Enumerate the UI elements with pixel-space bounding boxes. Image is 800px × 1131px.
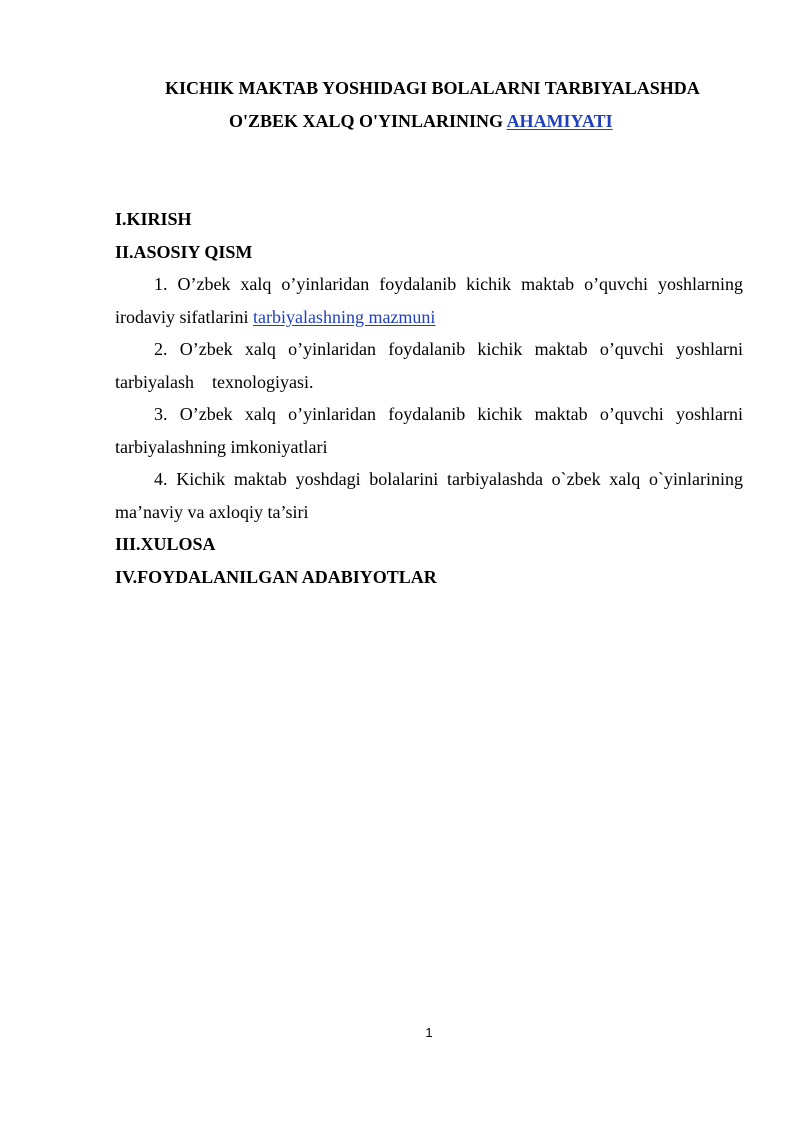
- toc-item-1-text: 1. O’zbek xalq o’yinlaridan foydalanib kichik maktab o’quvchi yoshlarning irodaviy sifatlarini: [115, 274, 743, 327]
- toc-heading-main-part: II.ASOSIY QISM: [115, 241, 253, 262]
- toc-heading-conclusion: III.XULOSA: [115, 534, 216, 554]
- page-number: 1: [425, 1025, 433, 1040]
- document-title-line-1: KICHIK MAKTAB YOSHIDAGI BOLALARNI TARBIYALASHDA: [165, 78, 700, 98]
- toc-item-4-text: 4. Kichik maktab yoshdagi bolalarini tarbiyalashda o`zbek xalq o`yinlarining ma’naviy va axloqiy ta’siri: [115, 469, 743, 522]
- toc-heading-references: IV.FOYDALANILGAN ADABIYOTLAR: [115, 566, 437, 587]
- table-of-contents: [115, 203, 748, 593]
- toc-heading-intro: I.KIRISH: [115, 209, 192, 229]
- toc-item-4: [115, 463, 743, 528]
- title-link-ahamiyati[interactable]: AHAMIYATI: [506, 111, 613, 131]
- document-title-line-2: [0, 110, 800, 132]
- toc-item-2: [115, 333, 748, 398]
- toc-item-2-text: 2. O’zbek xalq o’yinlaridan foydalanib kichik maktab o’quvchi yoshlarni tarbiyalash texnologiyasi.: [115, 339, 748, 392]
- toc-item-3: [115, 398, 743, 463]
- title-text: O'ZBEK XALQ O'YINLARINING: [229, 111, 507, 131]
- toc-item-3-text: 3. O’zbek xalq o’yinlaridan foydalanib kichik maktab o’quvchi yoshlarni tarbiyalashning imkoniyatlari: [115, 404, 743, 457]
- toc-item-1: [115, 268, 743, 333]
- toc-item-1-link[interactable]: tarbiyalashning mazmuni: [252, 306, 436, 327]
